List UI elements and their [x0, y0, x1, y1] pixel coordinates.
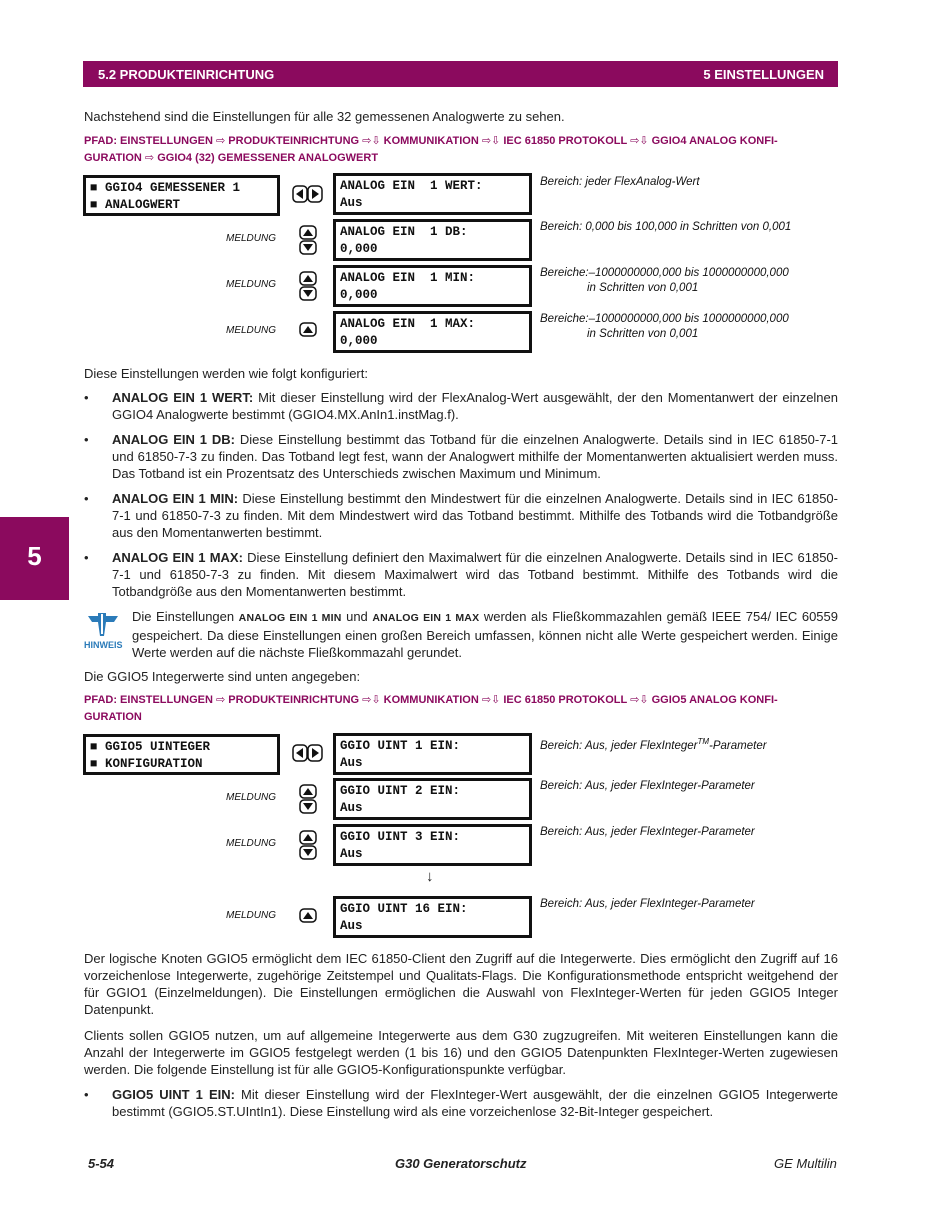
range-analog-in-min: Bereiche:–1000000000,000 bis 1000000000,000 in Schritten von 0,001	[540, 267, 789, 294]
setting-ggio-uint-3: GGIO UINT 3 EIN: Aus	[333, 824, 532, 866]
document-title: G30 Generatorschutz	[395, 1156, 527, 1171]
chapter-title: 5 EINSTELLUNGEN	[703, 67, 824, 82]
page-number: 5-54	[88, 1156, 115, 1171]
chapter-side-tab: 5	[0, 517, 69, 600]
config-intro-text: Diese Einstellungen werden wie folgt konfiguriert:	[84, 366, 368, 381]
setting-ggio-uint-1: GGIO UINT 1 EIN: Aus	[333, 733, 532, 775]
setting-analog-in-max: ANALOG EIN 1 MAX: 0,000	[333, 311, 532, 353]
menu-heading-ggio4: ■ GGIO4 GEMESSENER 1 ■ ANALOGWERT	[83, 175, 280, 216]
settings-path-1: PFAD: EINSTELLUNGEN ⇨ PRODUKTEINRICHTUNG ⇨⇩ KOMMUNIKATION ⇨⇩ IEC 61850 PROTOKOLL ⇨⇩ GGIO4 ANALOG KONFI- GURATION ⇨ GGIO4 (32) GEMESSENER ANALOGWERT	[84, 135, 778, 164]
range-analog-in-max: Bereiche:–1000000000,000 bis 1000000000,000 in Schritten von 0,001	[540, 313, 789, 340]
setting-analog-in-db: ANALOG EIN 1 DB: 0,000	[333, 219, 532, 261]
left-right-arrow-icon	[292, 744, 324, 762]
up-down-arrow-icon	[299, 830, 317, 860]
setting-ggio-uint-16: GGIO UINT 16 EIN: Aus	[333, 896, 532, 938]
note-hand-icon	[84, 612, 124, 640]
meldung-label: MELDUNG	[226, 279, 277, 290]
publisher: GE Multilin	[774, 1156, 837, 1171]
range-analog-in-value: Bereich: jeder FlexAnalog-Wert	[540, 176, 700, 188]
range-ggio-uint-16: Bereich: Aus, jeder FlexInteger-Parameter	[540, 898, 755, 910]
down-arrow-icon: ↓	[426, 868, 434, 885]
meldung-label: MELDUNG	[226, 838, 277, 849]
note-icon-label: HINWEIS	[84, 640, 123, 650]
setting-ggio-uint-2: GGIO UINT 2 EIN: Aus	[333, 778, 532, 820]
menu-heading-ggio5: ■ GGIO5 UINTEGER ■ KONFIGURATION	[83, 734, 280, 775]
list-item: • GGIO5 UINT 1 EIN: Mit dieser Einstellung wird der FlexInteger-Wert ausgewählt, der die einzelnen GGIO5 Integerwerte bestimmt (GGIO5.ST.UIntIn1). Diese Einstellung wird als eine vorzeichenlose 32-Bit-Integer gespeichert.	[84, 1087, 838, 1119]
range-ggio-uint-3: Bereich: Aus, jeder FlexInteger-Parameter	[540, 826, 755, 838]
intro-text: Nachstehend sind die Einstellungen für alle 32 gemessenen Analogwerte zu sehen.	[84, 109, 565, 124]
section-title: 5.2 PRODUKTEINRICHTUNG	[98, 67, 275, 82]
paragraph-ggio5-clients: Clients sollen GGIO5 nutzen, um auf allgemeine Integerwerte aus dem G30 zugzugreifen. Mit weiteren Einstellungen kann die Anzahl der Integerwerte im GGIO5 festgelegt werden (1 bis 16) und den GGIO5 Datenpunkten FlexInteger-Werten zugewiesen werden. Die folgende Einstellung ist für alle GGIO5-Konfigurationspunkte verfügbar.	[84, 1028, 838, 1077]
list-item: • ANALOG EIN 1 DB: Diese Einstellung bestimmt das Totband für die einzelnen Analogwerte. Details sind in IEC 61850-7-1 und 61850-7-3 zu finden. Das Totband legt fest, wann der Analogwert mithilfe der Momentanwerten aktualisiert werden muss. Das Totband ist ein Prozentsatz des Unterschieds zwischen Maximum und Minimum.	[84, 432, 838, 481]
setting-analog-in-value: ANALOG EIN 1 WERT: Aus	[333, 173, 532, 215]
left-right-arrow-icon	[292, 185, 324, 203]
up-arrow-icon	[299, 908, 317, 924]
range-ggio-uint-1: Bereich: Aus, jeder FlexInteger™-Parameter	[540, 737, 767, 752]
up-down-arrow-icon	[299, 225, 317, 255]
setting-analog-in-min: ANALOG EIN 1 MIN: 0,000	[333, 265, 532, 307]
settings-path-2: PFAD: EINSTELLUNGEN ⇨ PRODUKTEINRICHTUNG ⇨⇩ KOMMUNIKATION ⇨⇩ IEC 61850 PROTOKOLL ⇨⇩ GGIO5 ANALOG KONFI- GURATION	[84, 694, 778, 723]
up-down-arrow-icon	[299, 784, 317, 814]
up-arrow-icon	[299, 322, 317, 338]
note-text: Die Einstellungen ANALOG EIN 1 MIN und ANALOG EIN 1 MAX werden als Fließkommazahlen gemäß IEEE 754/ IEC 60559 gespeichert. Da diese Einstellungen einen großen Bereich umfassen, können nicht alle Werte gespeichert werden. Einige Werte werden auf die nächste Fließkommazahl gerundet.	[132, 609, 838, 660]
range-analog-in-db: Bereich: 0,000 bis 100,000 in Schritten von 0,001	[540, 221, 792, 233]
meldung-label: MELDUNG	[226, 792, 277, 803]
meldung-label: MELDUNG	[226, 910, 277, 921]
list-item: • ANALOG EIN 1 WERT: Mit dieser Einstellung wird der FlexAnalog-Wert ausgewählt, der den Momentanwert der einzelnen GGIO4 Analogwerte bestimmt (GGIO4.MX.AnIn1.instMag.f).	[84, 390, 838, 422]
up-down-arrow-icon	[299, 271, 317, 301]
meldung-label: MELDUNG	[226, 325, 277, 336]
paragraph-ggio5-description: Der logische Knoten GGIO5 ermöglicht dem IEC 61850-Client den Zugriff auf die Integerwerte. Dies ermöglicht den Zugriff auf 16 vorzeichenlose Integerwerte, zugehörige Zeitstempel und Qualitats-Flags. Die Konfigurationsmethode entspricht weitgehend der für GGIO1 (Einzelmeldungen). Die Einstellungen ermöglichen die Auswahl von FlexInteger-Werten für jeden GGIO5 Integer Datenpunkt.	[84, 951, 838, 1017]
range-ggio-uint-2: Bereich: Aus, jeder FlexInteger-Parameter	[540, 780, 755, 792]
list-item: • ANALOG EIN 1 MAX: Diese Einstellung definiert den Maximalwert für die einzelnen Analogwerte. Details sind in IEC 61850-7-1 und 61850-7-3 zu finden. Mit diesem Maximalwert wird das Totband bestimmt. Mithilfe des Totbands wird die Totbandgröße aus den Momentanwerten bestimmt.	[84, 550, 838, 599]
meldung-label: MELDUNG	[226, 233, 277, 244]
section-header-bar	[83, 61, 838, 87]
ggio5-intro-text: Die GGIO5 Integerwerte sind unten angegeben:	[84, 669, 361, 684]
list-item: • ANALOG EIN 1 MIN: Diese Einstellung bestimmt den Mindestwert für die einzelnen Analogwerte. Details sind in IEC 61850-7-1 und 61850-7-3 zu finden. Mit dem Mindestwert wird das Totband bestimmt. Mithilfe des Totbands wird die Totbandgröße aus den Momentanwerten bestimmt.	[84, 491, 838, 540]
